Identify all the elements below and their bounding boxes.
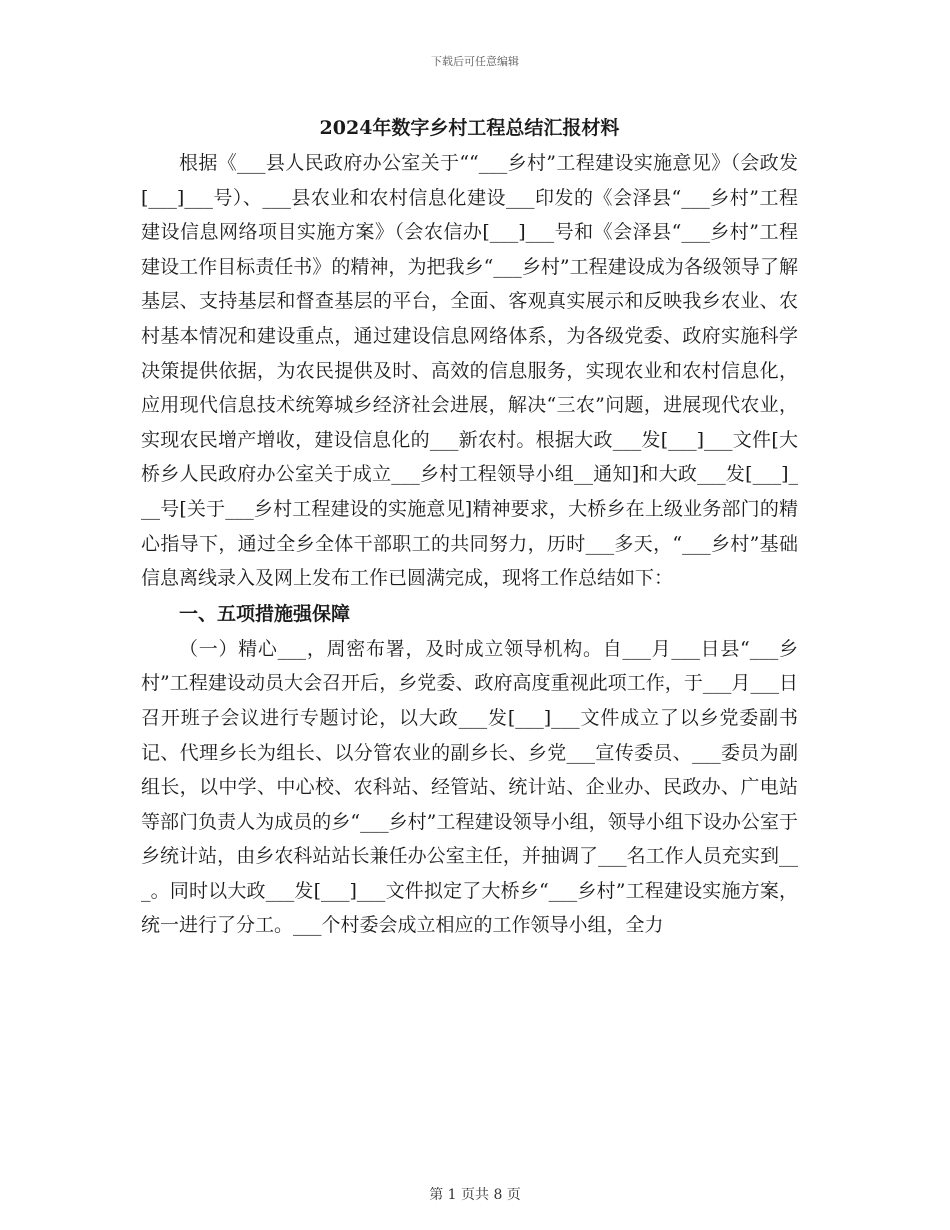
document-body xyxy=(141,112,798,943)
document-title: 2024年数字乡村工程总结汇报材料 xyxy=(319,117,620,139)
paragraph-section-1: （一）精心___，周密布署，及时成立领导机构。自___月___日县“___乡村”工程建设动员大会召开后，乡党委、政府高度重视此项工作，于___月___日召开班子会议进行专题讨论，以大政___发[___]___文件成立了以乡党委副书记、代理乡长为组长、以分管农业的副乡长、乡党___宣传委员、___委员为副组长，以中学、中心校、农科站、经管站、统计站、企业办、民政办、广电站等部门负责人为成员的乡“___乡村”工程建设领导小组，领导小组下设办公室于乡统计站，由乡农科站站长兼任办公室主任，并抽调了___名工作人员充实到___。同时以大政___发[___]___文件拟定了大桥乡“___乡村”工程建设实施方案，统一进行了分工。___个村委会成立相应的工作领导小组，全力 xyxy=(141,637,798,937)
paragraph-intro: 根据《___县人民政府办公室关于““___乡村”工程建设实施意见》（会政发[___]___号）、___县农业和农村信息化建设___印发的《会泽县“___乡村”工程建设信息网络项目实施方案》（会农信办[___]___号和《会泽县“___乡村”工程建设工作目标责任书》的精神，为把我乡“___乡村”工程建设成为各级领导了解基层、支持基层和督查基层的平台，全面、客观真实展示和反映我乡农业、农村基本情况和建设重点，通过建设信息网络体系，为各级党委、政府实施科学决策提供依据，为农民提供及时、高效的信息服务，实现农业和农村信息化，应用现代信息技术统筹城乡经济社会进展，解决“三农”问题，进展现代农业，实现农民增产增收，建设信息化的___新农村。根据大政___发[___]___文件[大桥乡人民政府办公室关于成立___乡村工程领导小组__通知]和大政___发[___]___号[关于___乡村工程建设的实施意见]精神要求，大桥乡在上级业务部门的精心指导下，通过全乡全体干部职工的共同努力，历时___多天，“___乡村”基础信息离线录入及网上发布工作已圆满完成，现将工作总结如下： xyxy=(141,152,798,590)
section-heading-1: 一、五项措施强保障 xyxy=(179,602,351,625)
page-header-note: 下载后可任意编辑 xyxy=(431,55,519,68)
page-number-footer: 第 1 页共 8 页 xyxy=(429,1187,521,1203)
